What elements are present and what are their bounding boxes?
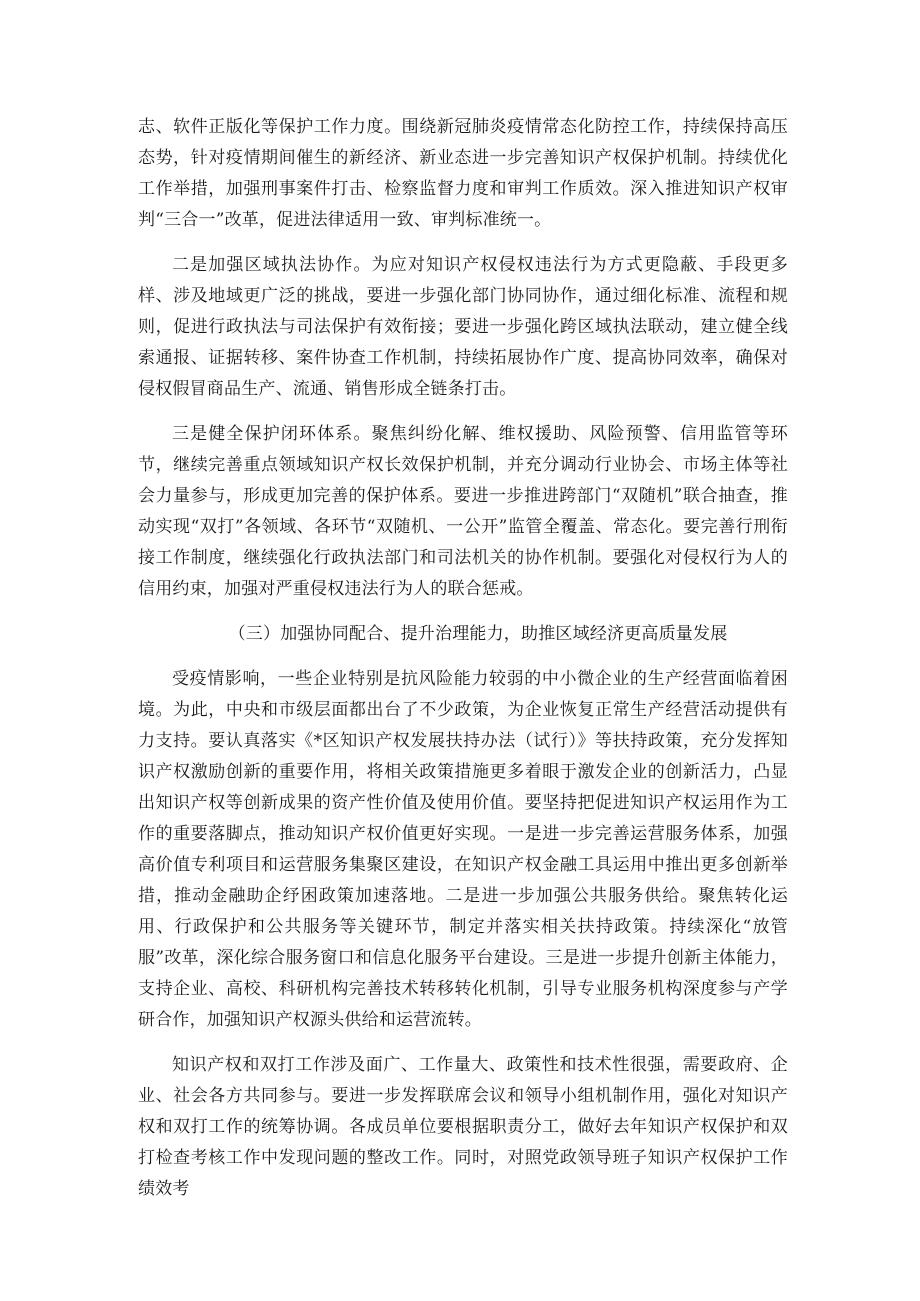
paragraph-3: 三是健全保护闭环体系。聚焦纠纷化解、维权援助、风险预警、信用监管等环节，继续完善重点领域知识产权长效保护机制，并充分调动行业协会、市场主体等社会力量参与，形成更加完善的保护体系。要进一步推进跨部门“双随机”联合抽查，推动实现“双打”各领域、各环节“双随机、一公开”监管全覆盖、常态化。要完善行刑衔接工作制度，继续强化行政执法部门和司法机关的协作机制。要强化对侵权行为人的信用约束，加强对严重侵权违法行为人的联合惩戒。: [138, 424, 788, 599]
paragraph-1: 志、软件正版化等保护工作力度。围绕新冠肺炎疫情常态化防控工作，持续保持高压态势，针对疫情期间催生的新经济、新业态进一步完善知识产权保护机制。持续优化工作举措，加强刑事案件打击、检察监督力度和审判工作质效。深入推进知识产权审判“三合一”改革，促进法律适用一致、审判标准统一。: [138, 117, 788, 230]
paragraph-4: 受疫情影响，一些企业特别是抗风险能力较弱的中小微企业的生产经营面临着困境。为此，中央和市级层面都出台了不少政策，为企业恢复正常生产经营活动提供有力支持。要认真落实《*区知识产权发展扶持办法（试行）》等扶持政策，充分发挥知识产权激励创新的重要作用，将相关政策措施更多着眼于激发企业的创新活力，凸显出知识产权等创新成果的资产性价值及使用价值。要坚持把促进知识产权运用作为工作的重要落脚点，推动知识产权价值更好实现。一是进一步完善运营服务体系，加强高价值专利项目和运营服务集聚区建设，在知识产权金融工具运用中推出更多创新举措，推动金融助企纾困政策加速落地。二是进一步加强公共服务供给。聚焦转化运用、行政保护和公共服务等关键环节，制定并落实相关扶持政策。持续深化“放管服”改革，深化综合服务窗口和信息化服务平台建设。三是进一步提升创新主体能力，支持企业、高校、科研机构完善技术转移转化机制，引导专业服务机构深度参与产学研合作，加强知识产权源头供给和运营流转。: [138, 669, 788, 1030]
document-page: [138, 112, 788, 1205]
paragraph-2: 二是加强区域执法协作。为应对知识产权侵权违法行为方式更隐蔽、手段更多样、涉及地域更广泛的挑战，要进一步强化部门协同协作，通过细化标准、流程和规则，促进行政执法与司法保护有效衔接；要进一步强化跨区域执法联动，建立健全线索通报、证据转移、案件协查工作机制，持续拓展协作广度、提高协同效率，确保对侵权假冒商品生产、流通、销售形成全链条打击。: [138, 255, 788, 399]
paragraph-gap: [138, 405, 788, 419]
section-heading: （三）加强协同配合、提升治理能力，助推区域经济更高质量发展: [228, 624, 728, 644]
paragraph-gap: [138, 605, 788, 619]
paragraph-5: 知识产权和双打工作涉及面广、工作量大、政策性和技术性很强，需要政府、企业、社会各方共同参与。要进一步发挥联席会议和领导小组机制作用，强化对知识产权和双打工作的统筹协调。各成员单位要根据职责分工，做好去年知识产权保护和双打检查考核工作中发现问题的整改工作。同时，对照党政领导班子知识产权保护工作绩效考: [138, 1055, 788, 1199]
paragraph-gap: [138, 236, 788, 250]
paragraph-gap: [138, 650, 788, 664]
paragraph-gap: [138, 1036, 788, 1050]
